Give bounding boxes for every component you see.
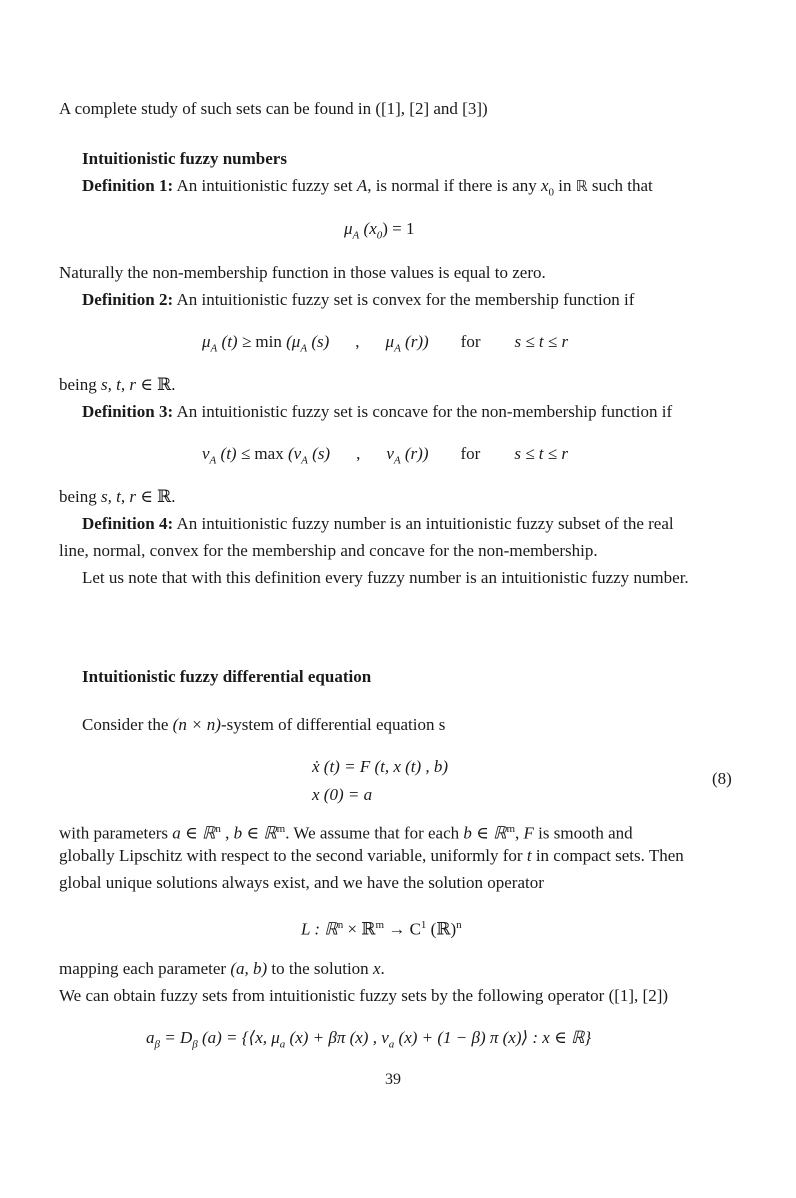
definition-4-text: An intuitionistic fuzzy number is an intuitionistic fuzzy subset of the real bbox=[173, 514, 674, 533]
equation-number: (8) bbox=[712, 769, 732, 788]
page-number: 39 bbox=[385, 1071, 401, 1088]
math-x: x bbox=[372, 959, 381, 978]
parameters-paragraph-line-3: global unique solutions always exist, and we have the solution operator bbox=[59, 873, 544, 892]
math-arg: (r)) bbox=[400, 444, 429, 463]
obtain-paragraph: We can obtain fuzzy sets from intuitionistic fuzzy sets by the following operator ([1], [2]) bbox=[59, 986, 669, 1005]
being-text: being bbox=[59, 375, 102, 394]
para-text: , bbox=[515, 823, 524, 843]
para-text: is smooth and bbox=[533, 823, 633, 843]
math-eq: = D bbox=[159, 1028, 193, 1047]
system-equation-line-1: ẋ (t) = F (t, x (t) , b) bbox=[312, 757, 449, 776]
math-arg: (t) ≥ bbox=[217, 332, 256, 351]
parameters-paragraph-line-2 bbox=[59, 845, 684, 867]
consider-text: -system of differential equation s bbox=[220, 715, 446, 734]
math-arg: (t) ≤ bbox=[216, 444, 255, 463]
being-text: ∈ ℝ. bbox=[136, 375, 176, 394]
math-subscript: A bbox=[210, 342, 218, 355]
definition-2-label: Definition 2: bbox=[82, 290, 174, 309]
section-heading-differential-equation: Intuitionistic fuzzy differential equation bbox=[82, 667, 372, 686]
math-part: (x) + βπ (x) , ν bbox=[285, 1028, 389, 1047]
math-subscript: A bbox=[301, 454, 308, 467]
d-beta-operator-equation bbox=[146, 1027, 591, 1055]
math-subscript: 0 bbox=[548, 186, 554, 199]
math-nu: ν bbox=[202, 444, 210, 463]
math-vars: s, t, r bbox=[101, 487, 136, 506]
intro-text: A complete study of such sets can be found in ([1], [2] and [3]) bbox=[59, 99, 488, 118]
math-arg: (s) bbox=[307, 444, 331, 463]
definition-2 bbox=[82, 289, 634, 311]
mapping-paragraph bbox=[59, 958, 385, 980]
math-nxn: (n × n) bbox=[172, 715, 221, 734]
math-subscript: 0 bbox=[376, 229, 383, 242]
para-text: with parameters bbox=[59, 823, 173, 843]
math-subscript: a bbox=[388, 1038, 395, 1051]
parameters-paragraph-line-1 bbox=[59, 818, 633, 845]
math-part: (a) = {⟨x, μ bbox=[197, 1028, 280, 1047]
math-condition: s ≤ t ≤ r bbox=[514, 444, 568, 463]
definition-2-being bbox=[59, 374, 175, 396]
math-superscript: m bbox=[276, 823, 286, 835]
math-vars: s, t, r bbox=[101, 375, 136, 394]
definition-4-label: Definition 4: bbox=[82, 514, 174, 533]
para-text: to the solution bbox=[267, 959, 373, 978]
math-subscript: a bbox=[279, 1038, 286, 1051]
para-text: . We assume that for each bbox=[285, 823, 464, 843]
math-arg: (x bbox=[359, 219, 377, 238]
math-times: × ℝ bbox=[343, 919, 376, 939]
math-mu: μ bbox=[344, 219, 353, 238]
math-subscript: β bbox=[192, 1038, 198, 1051]
math-mu: μ bbox=[202, 332, 211, 351]
math-arrow: → C bbox=[384, 919, 421, 939]
math-separator: , bbox=[355, 332, 360, 351]
reals-symbol: ℝ bbox=[575, 177, 588, 195]
para-text: in compact sets. Then bbox=[531, 846, 684, 865]
definition-2-text: An intuitionistic fuzzy set is convex for the membership function if bbox=[173, 290, 635, 309]
math-F: F bbox=[523, 823, 534, 843]
math-subscript: β bbox=[154, 1038, 160, 1051]
definition-4 bbox=[82, 513, 674, 535]
math-subscript: A bbox=[300, 342, 308, 355]
math-superscript: n bbox=[456, 919, 462, 931]
math-var-A: A bbox=[356, 176, 368, 195]
math-separator: , bbox=[356, 444, 361, 463]
math-arg: (ν bbox=[283, 444, 302, 463]
math-superscript: 1 bbox=[420, 919, 427, 931]
math-subscript: A bbox=[352, 229, 360, 242]
definition-1-label: Definition 1: bbox=[82, 176, 174, 195]
math-b-in-Rm: b ∈ ℝ bbox=[463, 823, 507, 843]
math-rhs: ) = 1 bbox=[382, 219, 415, 238]
math-op-min: min bbox=[255, 332, 282, 351]
definition-1 bbox=[82, 175, 653, 203]
definition-1-text: in bbox=[554, 176, 576, 195]
section-heading-fuzzy-numbers: Intuitionistic fuzzy numbers bbox=[82, 149, 287, 168]
para-text: . bbox=[380, 959, 385, 978]
definition-3-label: Definition 3: bbox=[82, 402, 174, 421]
math-var-x0: x bbox=[540, 176, 549, 195]
definition-1-followup: Naturally the non-membership function in those values is equal to zero. bbox=[59, 263, 546, 282]
math-superscript: n bbox=[215, 823, 221, 835]
math-for: for bbox=[460, 444, 481, 463]
definition-3-text: An intuitionistic fuzzy set is concave for the non-membership function if bbox=[173, 402, 673, 421]
math-arg: (μ bbox=[281, 332, 301, 351]
math-subscript: A bbox=[393, 454, 401, 467]
system-equation-line-2: x (0) = a bbox=[312, 785, 373, 804]
para-text: mapping each parameter bbox=[59, 959, 231, 978]
being-text: being bbox=[59, 487, 102, 506]
para-text: globally Lipschitz with respect to the second variable, uniformly for bbox=[59, 846, 527, 865]
math-arg: (s) bbox=[307, 332, 330, 351]
math-b-in-Rm: b ∈ ℝ bbox=[233, 823, 277, 843]
math-mu: μ bbox=[385, 332, 395, 351]
math-part: (x) + (1 − β) π (x)⟩ : x ∈ ℝ} bbox=[394, 1028, 592, 1047]
math-paren: (ℝ) bbox=[426, 919, 457, 939]
equation-concave bbox=[202, 443, 568, 471]
definition-1-text: , is normal if there is any bbox=[367, 176, 541, 195]
para-text: , bbox=[220, 823, 234, 843]
definition-1-text: An intuitionistic fuzzy set bbox=[173, 176, 357, 195]
math-ab: (a, b) bbox=[230, 959, 268, 978]
definition-4-continuation: line, normal, convex for the membership and concave for the non-membership. bbox=[59, 541, 598, 560]
definition-1-text: such that bbox=[587, 176, 653, 195]
math-condition: s ≤ t ≤ r bbox=[514, 332, 569, 351]
consider-paragraph bbox=[82, 714, 445, 736]
consider-text: Consider the bbox=[82, 715, 173, 734]
equation-normal bbox=[344, 218, 415, 246]
intro-paragraph bbox=[59, 98, 488, 120]
math-op-max: max bbox=[254, 444, 284, 463]
definition-3-being bbox=[59, 486, 175, 508]
definition-3 bbox=[82, 401, 672, 423]
math-superscript: n bbox=[337, 919, 344, 931]
math-a-in-Rn: a ∈ ℝ bbox=[172, 823, 216, 843]
math-arg: (r)) bbox=[400, 332, 429, 351]
math-a: a bbox=[146, 1028, 155, 1047]
math-superscript: m bbox=[375, 919, 385, 931]
definition-4-note: Let us note that with this definition every fuzzy number is an intuitionistic fuzzy number. bbox=[82, 568, 689, 587]
equation-convex bbox=[202, 331, 568, 359]
being-text: ∈ ℝ. bbox=[136, 487, 176, 506]
math-t: t bbox=[526, 846, 532, 865]
math-L: L : ℝ bbox=[301, 919, 338, 939]
math-subscript: A bbox=[394, 342, 401, 355]
math-nu: ν bbox=[386, 444, 394, 463]
solution-operator-equation bbox=[301, 914, 462, 941]
math-subscript: A bbox=[209, 454, 217, 467]
math-for: for bbox=[460, 332, 481, 351]
math-superscript: m bbox=[506, 823, 516, 835]
